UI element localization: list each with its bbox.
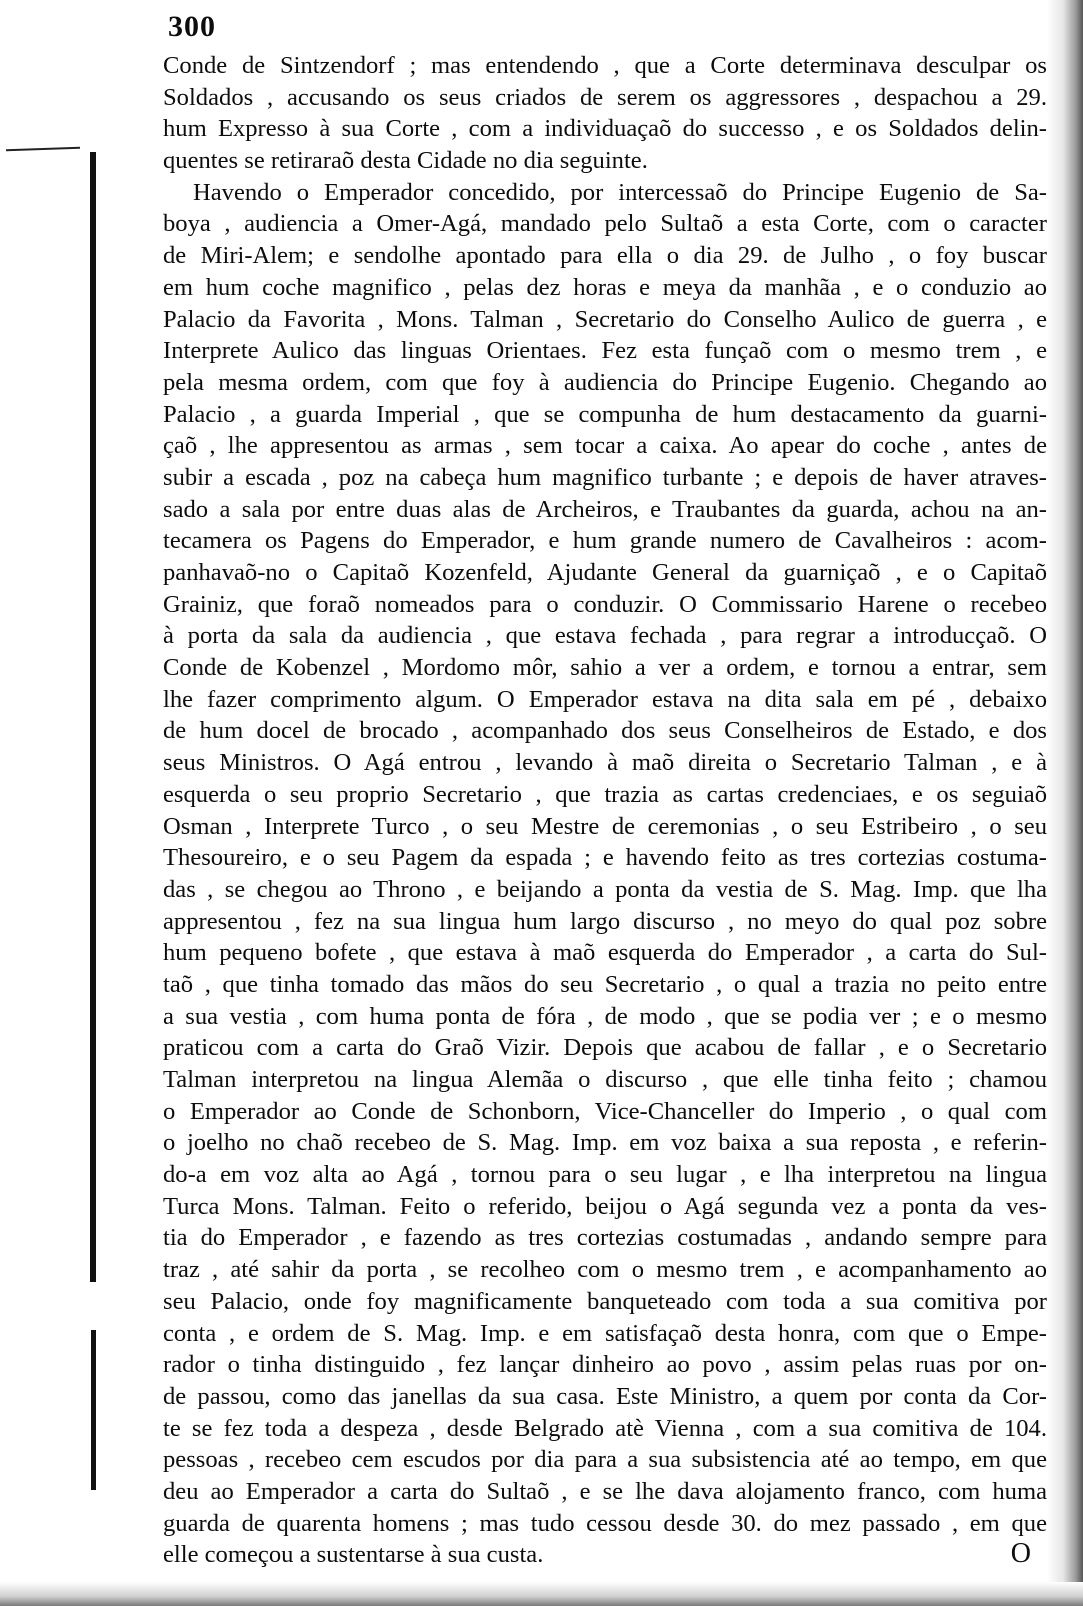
text-line: pessoas , recebeo cem escudos por dia para a sua subsistencia até ao tempo, em que — [163, 1446, 1047, 1474]
text-line: em hum coche magnifico , pelas dez horas e meya da manhãa , e o conduzio ao — [163, 273, 1047, 301]
text-line: traz , até sahir da porta , se recolheo com o mesmo trem , e acompanhamento ao — [163, 1256, 1047, 1284]
text-line: seu Palacio, onde foy magnificamente banqueteado com toda a sua comitiva por — [163, 1287, 1047, 1315]
text-line: Havendo o Emperador concedido, por intercessaõ do Principe Eugenio de Sa- — [193, 178, 1047, 206]
text-line: Talman interpretou na lingua Alemãa o discurso , que elle tinha feito ; chamou — [163, 1066, 1047, 1093]
text-line: sado a sala por entre duas alas de Archeiros, e Traubantes da guarda, achou na an- — [163, 495, 1047, 523]
page-bottom-shadow — [0, 1582, 1083, 1606]
gutter-mark — [6, 147, 80, 152]
text-line: Turca Mons. Talman. Feito o referido, beijou o Agá segunda vez a ponta da ves- — [163, 1192, 1047, 1220]
text-line: Interprete Aulico das linguas Orientaes. Fez esta funçaõ com o mesmo trem , e — [163, 337, 1047, 365]
text-line: te se fez toda a despeza , desde Belgrado atè Vienna , com a sua comitiva de 104. — [163, 1414, 1047, 1442]
text-line: de hum docel de brocado , acompanhado dos seus Conselheiros de Estado, e dos — [163, 717, 1047, 745]
page-number: 300 — [168, 10, 216, 43]
text-line: Conde de Sintzendorf ; mas entendendo , que a Corte determinava desculpar os — [163, 52, 1047, 79]
text-line: pela mesma ordem, com que foy à audiencia do Principe Eugenio. Chegando ao — [163, 368, 1047, 396]
text-line: boya , audiencia a Omer-Agá, mandado pelo Sultaõ a esta Corte, com o caracter — [163, 210, 1047, 238]
text-line: de Miri-Alem; e sendolhe apontado para ella o dia 29. de Julho , o foy buscar — [163, 242, 1047, 270]
text-line: o Emperador ao Conde de Schonborn, Vice-Chanceller do Imperio , o qual com — [163, 1097, 1047, 1125]
text-line: o joelho no chaõ recebeo de S. Mag. Imp. em voz baixa a sua reposta , e referin- — [163, 1129, 1047, 1157]
text-line: çaõ , lhe appresentou as armas , sem tocar a caixa. Ao apear do coche , antes de — [163, 432, 1047, 460]
text-line: hum Expresso à sua Corte , com a individuaçaõ do successo , e os Soldados delin- — [163, 115, 1047, 143]
text-line: Palacio , a guarda Imperial , que se compunha de hum destacamento da guarni- — [163, 400, 1047, 428]
binding-gutter-line-lower — [91, 1330, 96, 1490]
text-line: deu ao Emperador a carta do Sultaõ , e se lhe dava alojamento franco, com huma — [163, 1477, 1047, 1505]
text-line: conta , e ordem de S. Mag. Imp. e em satisfaçaõ desta honra, com que o Empe- — [163, 1319, 1047, 1347]
text-line: Conde de Kobenzel , Mordomo môr, sahio a ver a ordem, e tornou a entrar, sem — [163, 654, 1047, 682]
text-line: de passou, como das janellas da sua casa. Este Ministro, a quem por conta da Cor- — [163, 1382, 1047, 1410]
text-line: hum pequeno bofete , que estava à maõ esquerda do Emperador , a carta do Sul- — [163, 939, 1047, 967]
text-line: guarda de quarenta homens ; mas tudo cessou desde 30. do mez passado , em que — [163, 1509, 1047, 1537]
text-line: Grainiz, que foraõ nomeados para o conduzir. O Commissario Harene o recebeo — [163, 590, 1047, 618]
text-line: à porta da sala da audiencia , que estava fechada , para regrar a introducçaõ. O — [163, 622, 1047, 650]
text-line: lhe fazer comprimento algum. O Emperador estava na dita sala em pé , debaixo — [163, 685, 1047, 713]
text-line: rador o tinha distinguido , fez lançar dinheiro ao povo , assim pelas ruas por on- — [163, 1351, 1047, 1379]
text-line: elle começou a sustentarse à sua custa. — [163, 1541, 544, 1569]
text-line: appresentou , fez na sua lingua hum largo discurso , no meyo do qual poz sobre — [163, 907, 1047, 935]
binding-gutter-line — [90, 152, 96, 1282]
text-line: Palacio da Favorita , Mons. Talman , Secretario do Conselho Aulico de guerra , e — [163, 305, 1047, 333]
text-line: panhavaõ-no o Capitaõ Kozenfeld, Ajudante General da guarniçaõ , e o Capitaõ — [163, 559, 1047, 586]
text-line: do-a em voz alta ao Agá , tornou para o seu lugar , e lha interpretou na lingua — [163, 1161, 1047, 1189]
body-text — [163, 50, 1047, 1571]
text-line: das , se chegou ao Throno , e beijando a ponta da vestia de S. Mag. Imp. que lha — [163, 875, 1047, 903]
text-line: Osman , Interprete Turco , o seu Mestre de ceremonias , o seu Estribeiro , o seu — [163, 812, 1047, 840]
text-line: subir a escada , poz na cabeça hum magnifico turbante ; e depois de haver atraves- — [163, 463, 1047, 491]
text-line: Soldados , accusando os seus criados de serem os aggressores , despachou a 29. — [163, 83, 1047, 111]
text-line: quentes se retiraraõ desta Cidade no dia seguinte. — [163, 147, 648, 175]
catchword: O — [1010, 1538, 1031, 1569]
text-line: taõ , que tinha tomado das mãos do seu Secretario , o qual a trazia no peito entre — [163, 970, 1047, 998]
text-line: a sua vestia , com huma ponta de fóra , de modo , que se podia ver ; e o mesmo — [163, 1002, 1047, 1030]
page-edge-shadow — [1047, 0, 1083, 1606]
text-line: esquerda o seu proprio Secretario , que trazia as cartas credenciaes, e os seguiaõ — [163, 780, 1047, 808]
text-line: seus Ministros. O Agá entrou , levando à maõ direita o Secretario Talman , e à — [163, 749, 1047, 777]
text-line: Thesoureiro, e o seu Pagem da espada ; e havendo feito as tres cortezias costuma- — [163, 844, 1047, 872]
text-line: tecamera os Pagens do Emperador, e hum grande numero de Cavalheiros : acom- — [163, 527, 1047, 555]
text-line: praticou com a carta do Graõ Vizir. Depois que acabou de fallar , e o Secretario — [163, 1034, 1047, 1062]
text-line: tia do Emperador , e fazendo as tres cortezias costumadas , andando sempre para — [163, 1224, 1047, 1252]
